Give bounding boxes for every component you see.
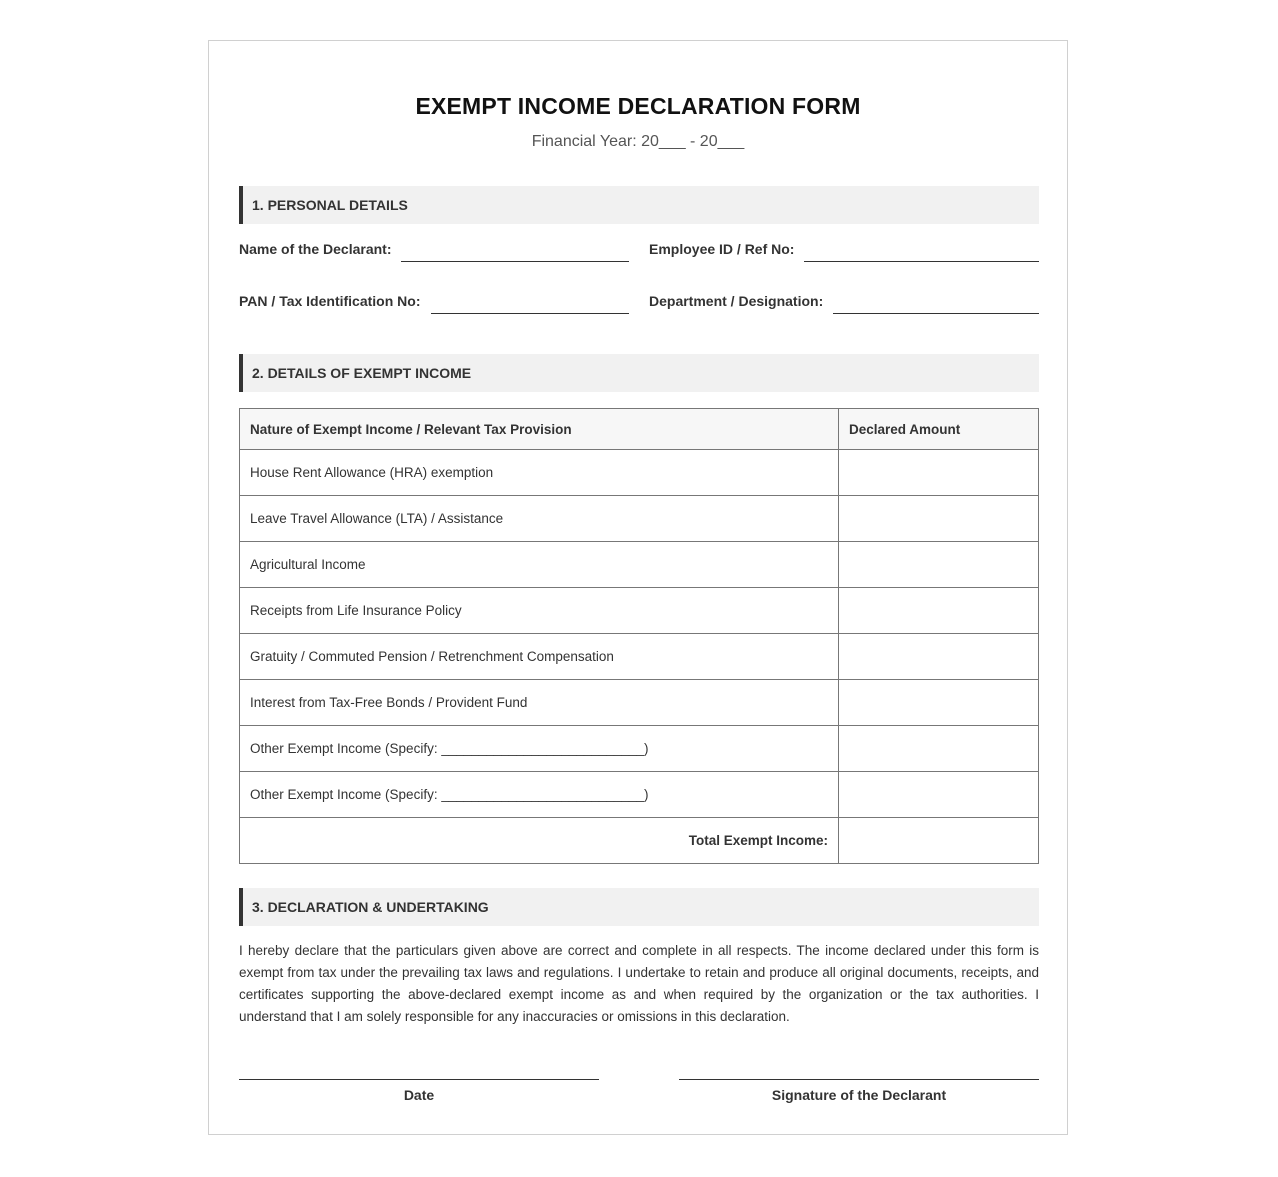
pan-field[interactable]	[239, 292, 629, 314]
signature-label: Signature of the Declarant	[771, 1087, 947, 1103]
income-type-cell: Other Exempt Income (Specify: ___________________________)	[240, 726, 839, 772]
date-signature-line[interactable]	[239, 1079, 599, 1103]
income-type-cell: House Rent Allowance (HRA) exemption	[240, 450, 839, 496]
pan-line[interactable]	[431, 312, 630, 314]
amount-cell[interactable]	[839, 772, 1039, 818]
exempt-income-table	[239, 408, 1039, 864]
amount-cell[interactable]	[839, 450, 1039, 496]
amount-cell[interactable]	[839, 726, 1039, 772]
income-type-cell: Receipts from Life Insurance Policy	[240, 588, 839, 634]
income-type-cell: Leave Travel Allowance (LTA) / Assistance	[240, 496, 839, 542]
section-personal-details-heading: 1. PERSONAL DETAILS	[239, 186, 1039, 224]
section-declaration-heading: 3. DECLARATION & UNDERTAKING	[239, 888, 1039, 926]
income-type-cell: Interest from Tax-Free Bonds / Provident Fund	[240, 680, 839, 726]
table-header-row	[240, 409, 1039, 450]
employee-id-field[interactable]	[649, 240, 1039, 262]
column-header-nature: Nature of Exempt Income / Relevant Tax Provision	[240, 409, 839, 450]
department-label: Department / Designation:	[649, 293, 824, 309]
column-header-amount: Declared Amount	[839, 409, 1039, 450]
table-row	[240, 542, 1039, 588]
amount-cell[interactable]	[839, 496, 1039, 542]
table-row	[240, 450, 1039, 496]
financial-year: Financial Year: 20___ - 20___	[531, 133, 745, 150]
department-field[interactable]	[649, 292, 1039, 314]
table-row	[240, 726, 1039, 772]
table-row	[240, 496, 1039, 542]
amount-cell[interactable]	[839, 588, 1039, 634]
income-type-cell: Agricultural Income	[240, 542, 839, 588]
declarant-name-field[interactable]	[239, 240, 629, 262]
form-page	[208, 40, 1068, 1135]
pan-label: PAN / Tax Identification No:	[239, 293, 421, 309]
department-line[interactable]	[833, 312, 1039, 314]
income-type-cell: Gratuity / Commuted Pension / Retrenchment Compensation	[240, 634, 839, 680]
declarant-name-line[interactable]	[401, 260, 629, 262]
table-row	[240, 772, 1039, 818]
employee-id-label: Employee ID / Ref No:	[649, 241, 795, 257]
income-type-cell: Other Exempt Income (Specify: ___________________________)	[240, 772, 839, 818]
total-amount-cell[interactable]	[839, 818, 1039, 864]
table-row	[240, 588, 1039, 634]
table-row	[240, 634, 1039, 680]
total-label: Total Exempt Income:	[240, 818, 839, 864]
amount-cell[interactable]	[839, 542, 1039, 588]
amount-cell[interactable]	[839, 634, 1039, 680]
amount-cell[interactable]	[839, 680, 1039, 726]
total-row	[240, 818, 1039, 864]
employee-id-line[interactable]	[804, 260, 1039, 262]
form-title: EXEMPT INCOME DECLARATION FORM	[415, 93, 861, 119]
section-exempt-income-heading: 2. DETAILS OF EXEMPT INCOME	[239, 354, 1039, 392]
date-label: Date	[403, 1087, 435, 1103]
declarant-name-label: Name of the Declarant:	[239, 241, 392, 257]
table-row	[240, 680, 1039, 726]
declarant-signature-line[interactable]	[679, 1079, 1039, 1103]
declaration-text: I hereby declare that the particulars given above are correct and complete in all respects. The income declared under this form is exempt from tax under the prevailing tax laws and regulations. I undertake to retain and produce all original documents, receipts, and certificates supporting the above-declared exempt income as and when required by the organization or the tax authorities. I understand that I am solely responsible for any inaccuracies or omissions in this declaration.	[239, 943, 1039, 1024]
